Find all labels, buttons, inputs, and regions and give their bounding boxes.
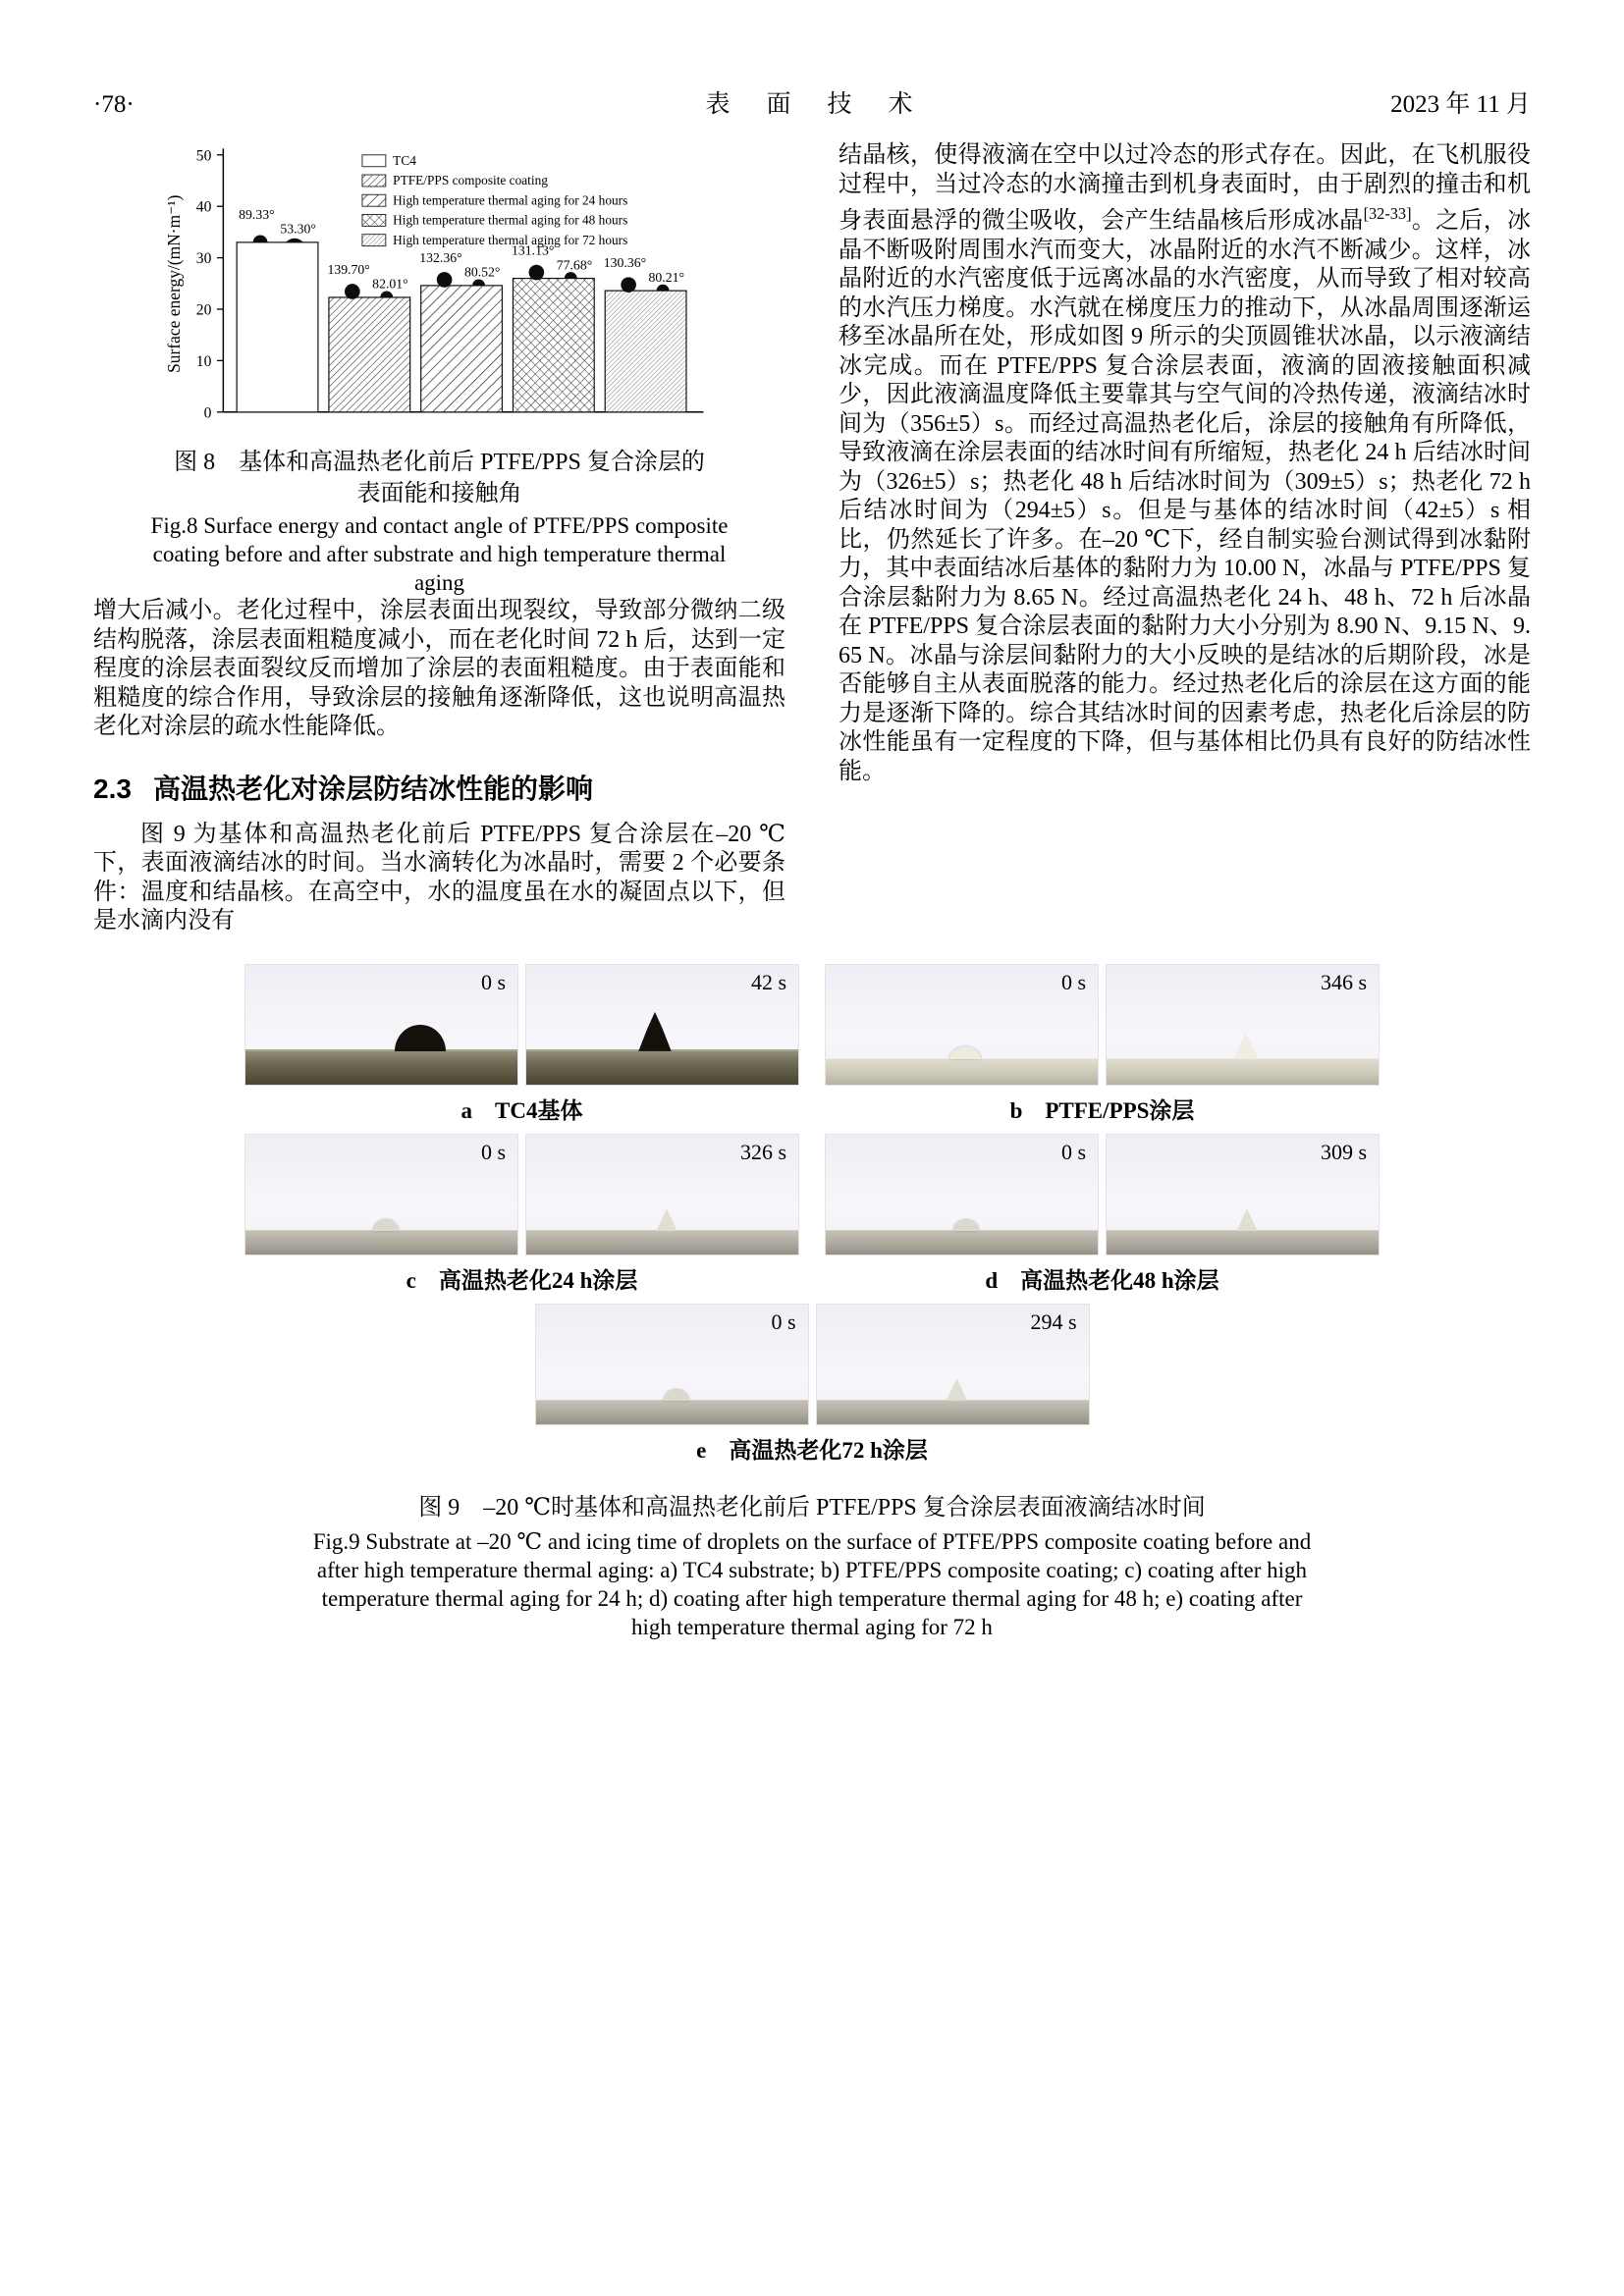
svg-text:High temperature thermal aging: High temperature thermal aging for 72 hours — [392, 232, 627, 247]
section-heading-2-3 — [93, 768, 785, 807]
figure8 — [93, 141, 785, 597]
svg-text:40: 40 — [195, 198, 211, 216]
substrate-strip — [526, 1230, 798, 1255]
substrate-strip — [536, 1400, 808, 1424]
droplet-icon — [656, 285, 669, 291]
fig9-subcaption: b PTFE/PPS涂层 — [1009, 1097, 1195, 1123]
fig9-photo — [1106, 1134, 1380, 1255]
frozen-droplet-icon — [1232, 1034, 1260, 1059]
water-droplet-icon — [373, 1219, 399, 1231]
fig9-subcaption: d 高温热老化48 h涂层 — [985, 1267, 1219, 1293]
svg-text:20: 20 — [195, 301, 211, 319]
water-droplet-icon — [664, 1389, 689, 1401]
fig9-photo — [535, 1304, 809, 1425]
fig9-photo — [825, 964, 1099, 1086]
panel-time-label: 294 s — [1030, 1308, 1077, 1334]
fig9-photo — [825, 1134, 1099, 1255]
page-number: ·78· — [93, 91, 135, 118]
substrate-strip — [245, 1230, 517, 1255]
fig9-subcaption: c 高温热老化24 h涂层 — [406, 1267, 638, 1293]
droplet-icon — [345, 284, 360, 299]
left-column — [93, 141, 785, 936]
contact-angle-label: 82.01° — [371, 276, 408, 292]
droplet-icon — [472, 279, 485, 285]
y-axis-title: Surface energy/(mN·m⁻¹) — [163, 194, 184, 373]
panel-time-label: 0 s — [1060, 1139, 1086, 1164]
substrate-strip — [1107, 1058, 1379, 1085]
substrate-strip — [826, 1230, 1098, 1255]
droplet-icon — [285, 239, 302, 242]
contact-angle-label: 77.68° — [556, 257, 592, 273]
figure9-caption-zh: 图 9 –20 ℃时基体和高温热老化前后 PTFE/PPS 复合涂层表面液滴结冰时间 — [418, 1494, 1206, 1521]
contact-angle-label: 131.13° — [511, 242, 554, 258]
frozen-droplet-icon — [1235, 1209, 1259, 1231]
figure9-caption-en: Fig.9 Substrate at –20 ℃ and icing time of droplets on the surface of PTFE/PPS composite coating before and after high temperature thermal aging: a) TC4 substrate; b) PTFE/PPS composite coating; c) coating after high temperature thermal aging for 24 h; d) coating after high temperature thermal aging for 48 h; e) coating after high temperature thermal aging for 72 h — [312, 1528, 1312, 1639]
panel-time-label: 0 s — [480, 969, 506, 994]
bar-tc4 — [237, 242, 318, 412]
panel-time-label: 309 s — [1320, 1139, 1367, 1164]
issue-date: 2023 年 11 月 — [1390, 91, 1531, 118]
fig9-group-b — [825, 964, 1380, 1134]
figure8-caption-en: Fig.8 Surface energy and contact angle of PTFE/PPS composite coating before and after substrate and high temperature thermal aging — [150, 513, 729, 596]
droplet-icon — [380, 292, 393, 297]
svg-text:PTFE/PPS composite coating: PTFE/PPS composite coating — [392, 173, 548, 188]
svg-text:0: 0 — [203, 404, 211, 422]
droplet-icon — [252, 236, 267, 242]
y-axis-ticks — [195, 147, 223, 421]
droplet-icon — [564, 272, 576, 278]
substrate-strip — [826, 1058, 1098, 1085]
contact-angle-label: 80.52° — [463, 264, 500, 280]
chart-legend — [361, 153, 626, 247]
panel-time-label: 42 s — [750, 969, 786, 994]
page-header — [93, 84, 1531, 120]
fig9-photo — [525, 1134, 799, 1255]
figure8-caption-zh: 图 8 基体和高温热老化前后 PTFE/PPS 复合涂层的表面能和接触角 — [174, 450, 705, 507]
contact-angle-label: 132.36° — [418, 249, 462, 265]
paragraph: 图 9 为基体和高温热老化前后 PTFE/PPS 复合涂层在–20 ℃下，表面液滴结冰的时间。当水滴转化为冰晶时，需要 2 个必要条件：温度和结晶核。在高空中，水的温度虽在水的凝固点以下，但是水滴内没有 — [93, 821, 785, 934]
svg-text:TC4: TC4 — [392, 152, 416, 168]
panel-time-label: 0 s — [1060, 969, 1086, 994]
frozen-droplet-icon — [946, 1379, 969, 1401]
svg-text:10: 10 — [195, 352, 211, 370]
bar-ptfe-pps — [328, 297, 409, 412]
bar-aging-24h — [420, 286, 502, 412]
contact-angle-label: 89.33° — [238, 206, 275, 222]
fig9-photo — [816, 1304, 1090, 1425]
fig9-group-d — [825, 1134, 1380, 1304]
figure9 — [93, 964, 1531, 1641]
substrate-strip — [817, 1400, 1089, 1424]
frozen-droplet-icon — [655, 1209, 678, 1231]
section-title: 高温热老化对涂层防结冰性能的影响 — [152, 773, 593, 804]
water-droplet-icon — [949, 1046, 981, 1059]
section-number: 2.3 — [93, 773, 132, 804]
fig9-photo — [244, 1134, 518, 1255]
svg-text:High temperature thermal aging: High temperature thermal aging for 24 hours — [392, 192, 627, 208]
contact-angle-label: 80.21° — [648, 269, 684, 285]
bar-aging-72h — [605, 291, 686, 412]
frozen-droplet-icon — [636, 1012, 674, 1051]
surface-energy-bar-chart — [160, 141, 720, 439]
contact-angle-label: 130.36° — [603, 255, 646, 271]
substrate-strip — [245, 1049, 517, 1085]
fig9-group-c — [244, 1134, 799, 1304]
fig9-group-e — [535, 1304, 1090, 1473]
svg-text:50: 50 — [195, 147, 211, 165]
fig9-group-a — [244, 964, 799, 1134]
fig9-photo — [1106, 964, 1380, 1086]
contact-angle-label: 53.30° — [279, 221, 316, 237]
fig9-photo — [525, 964, 799, 1086]
panel-time-label: 326 s — [739, 1139, 786, 1164]
paragraph: 结晶核，使得液滴在空中以过冷态的形式存在。因此，在飞机服役过程中，当过冷态的水滴撞击到机身表面时，由于剧烈的撞击和机身表面悬浮的微尘吸收，会产生结晶核后形成冰晶[32-33]。之后，冰晶不断吸附周围水汽而变大，冰晶附近的水汽不断减少。这样，冰晶附近的水汽密度低于远离冰晶的水汽密度，从而导致了相对较高的水汽压力梯度。水汽就在梯度压力的推动下，从冰晶周围逐渐运移至冰晶所在处，形成如图 9 所示的尖顶圆锥状冰晶，以示液滴结冰完成。而在 PTFE/PPS 复合涂层表面，液滴的固液接触面积减少，因此液滴温度降低主要靠其与空气间的冷热传递，液滴结冰时间为（356±5）s。而经过高温热老化后，涂层的接触角有所降低，导致液滴在涂层表面的结冰时间有所缩短，热老化 24 h 后结冰时间为（326±5）s；热老化 48 h 后结冰时间为（309±5）s；热老化 72 h 后结冰时间为（294±5）s。但是与基体的结冰时间（42±5）s 相比，仍然延长了许多。在–20 ℃下，经自制实验台测试得到冰黏附力，其中表面结冰后基体的黏附力为 10.00 N，冰晶与 PTFE/PPS 复合涂层黏附力为 8.65 N。经过高温热老化 24 h、48 h、72 h 后冰晶在 PTFE/PPS 复合涂层表面的黏附力大小分别为 8.90 N、9.15 N、9.65 N。冰晶与涂层间黏附力的大小反映的是结冰的后期阶段，冰是否能够自主从表面脱落的能力。经过热老化后的涂层在这方面的能力是逐渐下降的。综合其结冰时间的因素考虑，热老化后涂层的防冰性能虽有一定程度的下降，但与基体相比仍具有良好的防结冰性能。 — [839, 142, 1532, 784]
substrate-strip — [1107, 1230, 1379, 1255]
water-droplet-icon — [395, 1025, 446, 1051]
panel-time-label: 346 s — [1320, 969, 1367, 994]
citation-ref: [32-33] — [1363, 204, 1412, 223]
svg-text:High temperature thermal aging: High temperature thermal aging for 48 hours — [392, 212, 627, 228]
water-droplet-icon — [953, 1219, 979, 1231]
journal-title: 表 面 技 术 — [705, 91, 919, 118]
right-column — [839, 141, 1531, 936]
substrate-strip — [526, 1049, 798, 1085]
svg-text:30: 30 — [195, 250, 211, 268]
fig9-photo — [244, 964, 518, 1086]
droplet-icon — [528, 265, 544, 281]
panel-time-label: 0 s — [771, 1308, 796, 1334]
paragraph: 增大后减小。老化过程中，涂层表面出现裂纹，导致部分微纳二级结构脱落，涂层表面粗糙度减小，而在老化时间 72 h 后，达到一定程度的涂层表面裂纹反而增加了涂层的表面粗糙度。由于表面能和粗糙度的综合作用，导致涂层的接触角逐渐降低，这也说明高温热老化对涂层的疏水性能降低。 — [93, 598, 785, 740]
fig9-subcaption: a TC4基体 — [460, 1097, 583, 1123]
panel-time-label: 0 s — [480, 1139, 506, 1164]
fig9-subcaption: e 高温热老化72 h涂层 — [696, 1437, 928, 1463]
bar-aging-48h — [513, 279, 594, 412]
droplet-icon — [436, 272, 452, 288]
droplet-icon — [621, 277, 636, 293]
contact-angle-label: 139.70° — [326, 262, 370, 278]
